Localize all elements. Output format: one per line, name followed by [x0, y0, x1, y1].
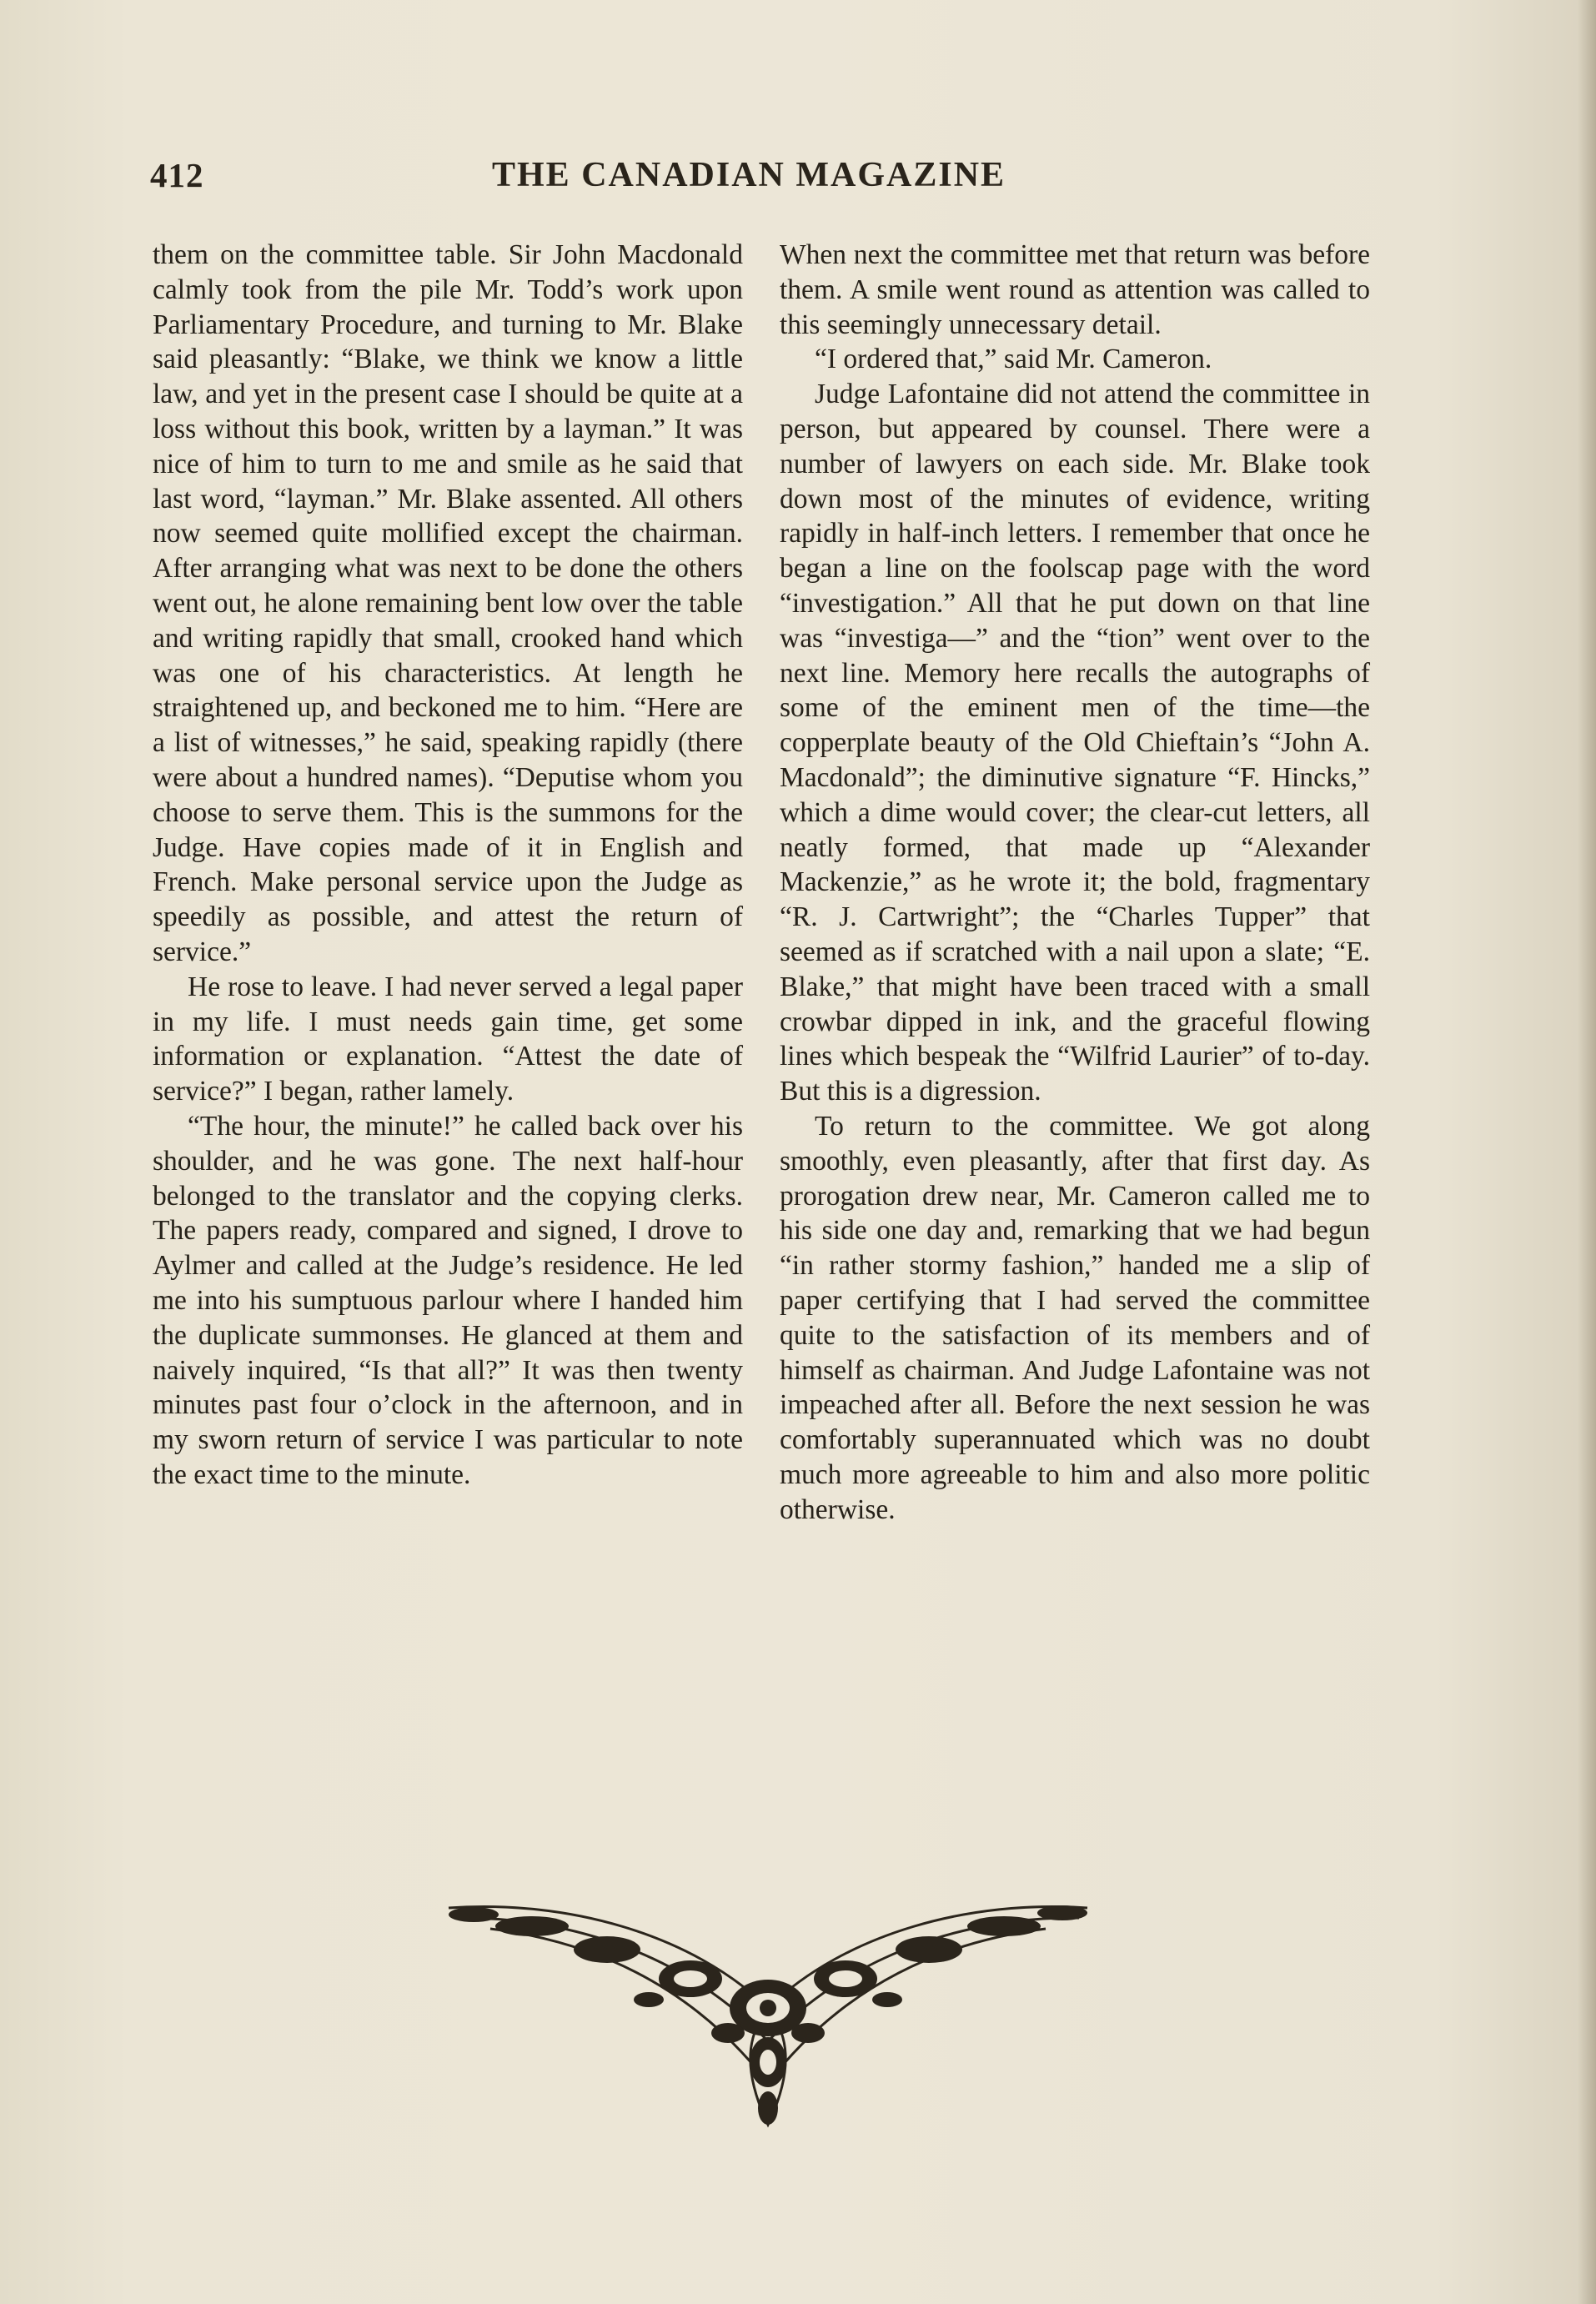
page-header	[150, 155, 1368, 205]
left-paragraph-2: He rose to leave. I had never served a legal paper in my life. I must needs gain time, get some information or explanation. “Attest the date of service?” I began, rather lamely.	[153, 971, 743, 1107]
left-paragraph-1: them on the committee table. Sir John Macdonald calmly took from the pile Mr. Todd’s work upon Parliamentary Procedure, and turning to Mr. Blake said pleasantly: “Blake, we think we know a little law, and yet in the present case I should be quite at a loss without this book, written by a layman.” It was nice of him to turn to me and smile as he said that last word, “layman.” Mr. Blake assented. All others now seemed quite mollified except the chairman. After arranging what was next to be done the others went out, he alone remaining bent low over the table and writing rapidly that small, crooked hand which was one of his characteristics. At length he straightened up, and beckoned me to him. “Here are a list of witnesses,” he said, speaking rapidly (there were about a hundred names). “Deputise whom you choose to serve them. This is the summons for the Judge. Have copies made of it in English and French. Make personal service upon the Judge as speedily as possible, and attest the return of service.”	[153, 239, 743, 967]
running-head-title: THE CANADIAN MAGAZINE	[492, 156, 1006, 194]
left-column	[153, 238, 743, 1493]
left-paragraph-3: “The hour, the minute!” he called back over his shoulder, and he was gone. The next half-hour belonged to the translator and the copying clerks. The papers ready, compared and signed, I drove to Aylmer and called at the Judge’s residence. He led me into his sumptuous parlour where I handed him the duplicate summonses. He glanced at them and naively inquired, “Is that all?” It was then twenty minutes past four o’clock in the afternoon, and in my sworn return of service I was particular to note the exact time to the minute.	[153, 1110, 743, 1490]
decorative-tailpiece-ornament-icon	[440, 1883, 1096, 2133]
right-paragraph-3: Judge Lafontaine did not attend the committee in person, but appeared by counsel. There were a number of lawyers on each side. Mr. Blake took down most of the minutes of evidence, writing rapidly in half-inch letters. I remember that once he began a line on the foolscap page with the word “investigation.” All that he put down on that line was “investiga—” and the “tion” went over to the next line. Memory here recalls the autographs of some of the eminent men of the time—the copperplate beauty of the Old Chieftain’s “John A. Macdonald”; the diminutive signature “F. Hincks,” which a dime would cover; the clear-cut letters, all neatly formed, that made up “Alexander Mackenzie,” as he wrote it; the bold, fragmentary “R. J. Cartwright”; the “Charles Tupper” that seemed as if scratched with a nail upon a slate; “E. Blake,” that might have been traced with a small crowbar dipped in ink, and the graceful flowing lines which bespeak the “Wilfrid Laurier” of to-day. But this is a digression.	[780, 379, 1370, 1107]
page-edge-shadow	[1578, 0, 1596, 2304]
right-column	[780, 238, 1370, 1527]
right-paragraph-2: “I ordered that,” said Mr. Cameron.	[815, 344, 1212, 375]
page-number: 412	[150, 156, 204, 194]
right-paragraph-4: To return to the committee. We got along smoothly, even pleasantly, after that first day. As prorogation drew near, Mr. Cameron called me to his side one day and, remarking that we had begun “in rather stormy fashion,” handed me a slip of paper certifying that I had served the committee quite to the satisfaction of its members and of himself as chairman. And Judge Lafontaine was not impeached after all. Before the next session he was comfortably superannuated which was no doubt much more agreeable to him and also more politic otherwise.	[780, 1110, 1370, 1525]
right-paragraph-1: When next the committee met that return was before them. A smile went round as attention was called to this seemingly unnecessary detail.	[780, 239, 1370, 340]
